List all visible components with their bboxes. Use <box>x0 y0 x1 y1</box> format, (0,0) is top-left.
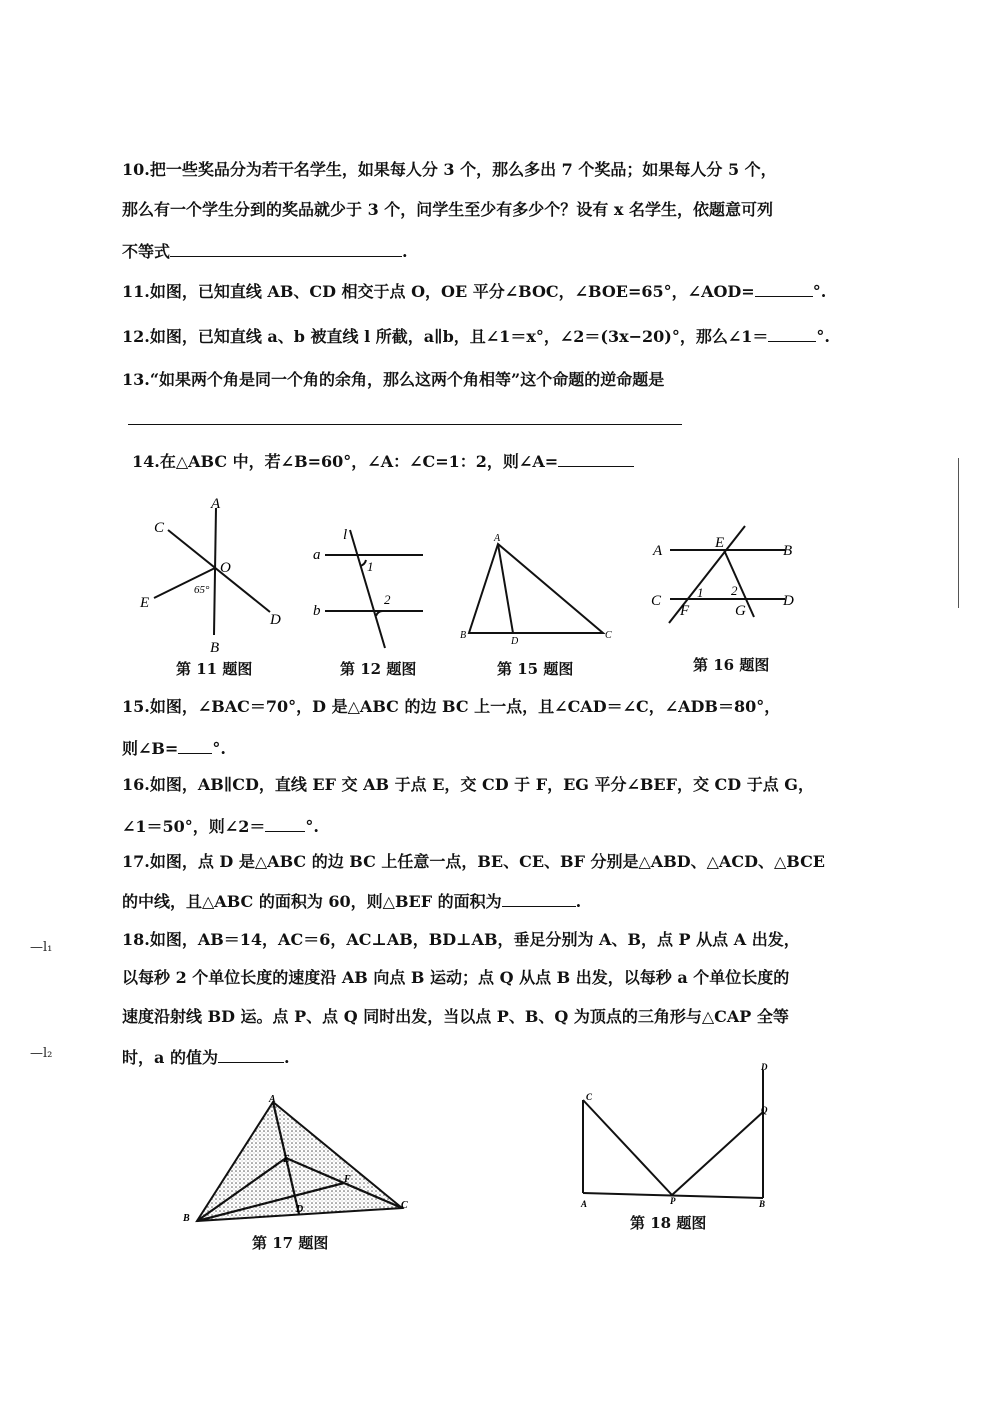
label-angle-2: 2 <box>384 592 391 607</box>
label-c: C <box>401 1200 408 1211</box>
question-12 <box>122 325 830 347</box>
question-16-line1: 16.如图，AB∥CD，直线 EF 交 AB 于点 E，交 CD 于 F，EG 平分∠BEF，交 CD 于点 G， <box>122 775 814 794</box>
question-17-line1: 17.如图，点 D 是△ABC 的边 BC 上任意一点，BE、CE、BF 分别是△ABD、△ACD、△BCE <box>122 852 825 871</box>
figure-17 <box>175 1090 415 1230</box>
answer-blank-10[interactable] <box>170 240 402 257</box>
answer-blank-13[interactable] <box>128 424 682 425</box>
label-d: D <box>761 1062 768 1072</box>
question-18-line1: 18.如图，AB＝14，AC＝6，AC⊥AB，BD⊥AB，垂足分别为 A、B，点 P 从点 A 出发， <box>122 930 800 949</box>
label-b: B <box>759 1199 766 1209</box>
line-l <box>350 530 385 648</box>
caption-fig-18: 第 18 题图 <box>630 1214 707 1232</box>
label-e: E <box>140 595 150 611</box>
segment-pq <box>672 1112 763 1195</box>
answer-blank-16[interactable] <box>265 815 305 832</box>
label-a: A <box>581 1199 588 1209</box>
caption-fig-16: 第 16 题图 <box>693 656 770 674</box>
question-11-end: °. <box>812 282 827 301</box>
label-b: B <box>210 640 220 656</box>
label-angle-1: 1 <box>697 585 704 600</box>
question-15-line2 <box>122 737 822 759</box>
question-18-line2: 以每秒 2 个单位长度的速度沿 AB 向点 B 运动；点 Q 从点 B 出发，以每秒 a 个单位长度的 <box>122 968 790 987</box>
caption-fig-15: 第 15 题图 <box>497 660 574 678</box>
label-angle-2: 2 <box>731 583 738 598</box>
question-17-line2 <box>122 890 822 912</box>
label-p: P <box>670 1196 676 1206</box>
question-11-text: 11.如图，已知直线 AB、CD 相交于点 O，OE 平分∠BOC，∠BOE=65°，∠AOD= <box>122 282 755 301</box>
label-b: B <box>783 543 793 559</box>
label-a: A <box>653 543 663 559</box>
question-18-prefix: 时，a 的值为 <box>122 1048 218 1067</box>
answer-blank-12[interactable] <box>768 325 816 342</box>
answer-blank-11[interactable] <box>755 280 813 297</box>
question-10-end: . <box>402 242 408 261</box>
question-15-line1: 15.如图，∠BAC＝70°，D 是△ABC 的边 BC 上一点，且∠CAD＝∠C，∠ADB＝80°， <box>122 697 781 716</box>
question-14 <box>132 450 832 472</box>
question-12-end: °. <box>816 327 830 346</box>
caption-fig-17: 第 17 题图 <box>252 1234 329 1252</box>
label-angle-1: 1 <box>367 559 374 574</box>
answer-blank-18[interactable] <box>218 1046 284 1063</box>
question-16-line2 <box>122 815 822 837</box>
label-line-b: b <box>313 603 321 619</box>
label-e: E <box>283 1154 290 1165</box>
answer-blank-17[interactable] <box>502 890 576 907</box>
label-f: F <box>344 1174 351 1185</box>
segment-ad <box>498 544 513 633</box>
label-c: C <box>605 630 612 641</box>
label-g: G <box>735 603 746 619</box>
segment-cp <box>583 1100 672 1195</box>
label-e: E <box>715 535 725 551</box>
question-18-line3: 速度沿射线 BD 运。点 P、点 Q 同时出发，当以点 P、B、Q 为顶点的三角形与△CAP 全等 <box>122 1007 789 1026</box>
margin-rule <box>958 458 959 608</box>
label-b: B <box>460 630 467 641</box>
question-10-line1: 10.把一些奖品分为若干名学生，如果每人分 3 个，那么多出 7 个奖品；如果每人分 5 个， <box>122 160 777 179</box>
margin-mark-l2: —l₂ <box>30 1046 53 1061</box>
line-ab <box>214 508 216 635</box>
label-a: A <box>211 496 221 512</box>
label-line-a: a <box>313 547 321 563</box>
label-q: Q <box>761 1105 768 1115</box>
label-d: D <box>511 636 519 647</box>
caption-fig-12: 第 12 题图 <box>340 660 417 678</box>
label-f: F <box>680 603 690 619</box>
question-10-prefix: 不等式 <box>122 242 171 261</box>
question-18-end: . <box>283 1048 290 1067</box>
question-10-line3 <box>122 240 822 262</box>
question-11 <box>122 280 827 302</box>
question-14-text: 14.在△ABC 中，若∠B=60°，∠A：∠C=1：2，则∠A= <box>132 452 559 471</box>
label-a: A <box>269 1094 276 1105</box>
label-d: D <box>783 593 794 609</box>
label-c: C <box>154 520 165 536</box>
question-12-text: 12.如图，已知直线 a、b 被直线 l 所截，a∥b，且∠1＝x°，∠2＝(3x−20)°，那么∠1＝ <box>122 327 769 346</box>
question-16-prefix: ∠1＝50°，则∠2＝ <box>122 817 266 836</box>
caption-fig-11: 第 11 题图 <box>176 660 253 678</box>
label-c: C <box>586 1092 593 1102</box>
label-b: B <box>183 1213 190 1224</box>
angle-arc-1 <box>360 560 366 566</box>
figure-18 <box>575 1060 775 1210</box>
figure-15 <box>455 530 620 650</box>
figure-11 <box>130 490 300 660</box>
question-17-end: . <box>575 892 582 911</box>
answer-blank-14[interactable] <box>558 450 634 467</box>
label-d: D <box>270 612 281 628</box>
label-l: l <box>343 527 348 543</box>
triangle-abc <box>469 544 603 633</box>
label-c: C <box>651 593 662 609</box>
question-16-end: °. <box>305 817 319 836</box>
label-d: D <box>296 1204 304 1215</box>
figure-12 <box>305 520 435 660</box>
label-a: A <box>494 533 501 544</box>
answer-blank-15[interactable] <box>178 737 212 754</box>
question-15-end: °. <box>212 739 226 758</box>
question-13: 13.“如果两个角是同一个角的余角，那么这两个角相等”这个命题的逆命题是 <box>122 370 665 389</box>
label-angle-65: 65° <box>194 584 210 596</box>
line-cd <box>168 530 270 612</box>
figure-16 <box>645 520 805 630</box>
margin-mark-l1: —l₁ <box>30 940 53 955</box>
label-o: O <box>220 560 231 576</box>
question-15-prefix: 则∠B= <box>122 739 179 758</box>
question-10-line2: 那么有一个学生分到的奖品就少于 3 个，问学生至少有多少个？设有 x 名学生，依题意可列 <box>122 200 773 219</box>
question-17-prefix: 的中线，且△ABC 的面积为 60，则△BEF 的面积为 <box>122 892 502 911</box>
